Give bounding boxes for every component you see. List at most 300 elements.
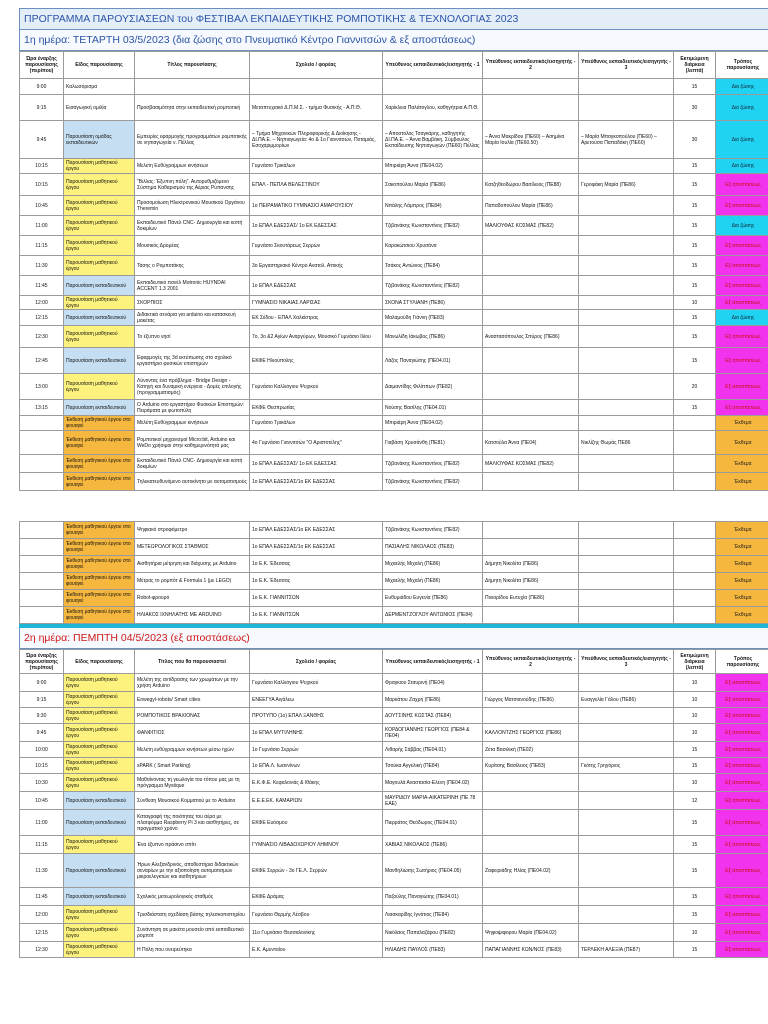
start-time-cell bbox=[20, 556, 64, 573]
teacher-1-cell: Μανθηλιώτης Σωτήριος (ΠΕ04.05) bbox=[383, 854, 483, 888]
start-time-cell bbox=[20, 573, 64, 590]
teacher-3-cell bbox=[579, 674, 674, 692]
duration-cell: 15 bbox=[674, 758, 716, 774]
teacher-1-cell: ΗΛΙΑΔΗΣ ΠΑΥΛΟΣ (ΠΕ83) bbox=[383, 942, 483, 958]
teacher-3-cell bbox=[579, 607, 674, 624]
school-cell: – Τμήμα Μηχανικών Πληροφορικής & Διοίκησης - ΔΙ.ΠΑ.Ε. – Νηπιαγωγεία: 4ο & 1ο Γιαννιτσών, Ποταμιάς, Εσοχαριμμορίων bbox=[250, 121, 383, 159]
start-time-cell bbox=[20, 431, 64, 455]
presentation-title-cell: Καταγραφή της ποιότητας του αέρα με πλατφόρμα Raspberry Pi 3 και αισθητήρες, σε πραγματικό χρόνο bbox=[135, 810, 250, 836]
duration-cell: 15 bbox=[674, 326, 716, 348]
presentation-mode-cell: Εξ αποστάσεως bbox=[716, 854, 768, 888]
teacher-2-cell: Ψηφοψιφορου Μαρία (ΠΕ04.02) bbox=[483, 924, 579, 942]
school-cell: Ε.Κ.Φ.Ε. Κεφαλονιάς & Ιθάκης bbox=[250, 774, 383, 792]
col-duration-header: Εκτιμώμενη διάρκεια (λεπτά) bbox=[674, 52, 716, 79]
presentation-type-cell: Παρουσίαση μαθητικού έργου bbox=[64, 326, 135, 348]
start-time-cell: 9:15 bbox=[20, 95, 64, 121]
teacher-2-cell bbox=[483, 607, 579, 624]
teacher-3-cell bbox=[579, 792, 674, 810]
teacher-2-cell bbox=[483, 95, 579, 121]
col-time-header: Ώρα έναρξης παρουσίασης (περίπου) bbox=[20, 52, 64, 79]
teacher-1-cell: Τζιβανάκης Κωνσταντίνος (ΠΕ82) bbox=[383, 522, 483, 539]
teacher-2-cell bbox=[483, 674, 579, 692]
teacher-1-cell: Μπιριάρη Άννα (ΠΕ04.02) bbox=[383, 159, 483, 174]
presentation-type-cell: Παρουσίαση μαθητικού έργου bbox=[64, 296, 135, 310]
start-time-cell: 11:15 bbox=[20, 836, 64, 854]
start-time-cell: 9:15 bbox=[20, 692, 64, 708]
table-row bbox=[20, 724, 768, 742]
teacher-2-cell bbox=[483, 348, 579, 374]
teacher-3-cell: – Μαρία Μπαγκοπούλου (ΠΕ60) – Αρετούσα Παπαδάκη (ΠΕ60) bbox=[579, 121, 674, 159]
teacher-1-cell: Μπιριάρη Άννα (ΠΕ04.02) bbox=[383, 416, 483, 431]
school-cell: ΕΚΦΕ Ηλιούπολης bbox=[250, 348, 383, 374]
school-cell: Γυμνάσιο Τρικάλων bbox=[250, 159, 383, 174]
col-type-header: Είδος παρουσίασης bbox=[64, 650, 135, 674]
presentation-type-cell: Παρουσίαση εκπαιδευτικού bbox=[64, 400, 135, 416]
presentation-mode-cell: Εξ αποστάσεως bbox=[716, 674, 768, 692]
presentation-title-cell: Μουσικός Δρομέας bbox=[135, 236, 250, 256]
day1-rows bbox=[20, 79, 768, 491]
presentation-title-cell: Μελέτη Ευθύγραμμων κινήσεων bbox=[135, 416, 250, 431]
teacher-1-cell: Νούσης Βασίλης (ΠΕ04.01) bbox=[383, 400, 483, 416]
table-row bbox=[20, 276, 768, 296]
start-time-cell: 11:15 bbox=[20, 236, 64, 256]
presentation-title-cell: Ένα έξυπνο πράσινο σπίτι bbox=[135, 836, 250, 854]
school-cell: 1ο Ε.Κ. ΓΙΑΝΝΙΤΣΩΝ bbox=[250, 590, 383, 607]
school-cell: 1ο Ε.Κ. ΓΙΑΝΝΙΤΣΩΝ bbox=[250, 607, 383, 624]
table-row bbox=[20, 79, 768, 95]
start-time-cell bbox=[20, 455, 64, 473]
presentation-mode-cell: Έκθεμα bbox=[716, 573, 768, 590]
presentation-type-cell: Παρουσίαση εκπαιδευτικού bbox=[64, 348, 135, 374]
presentation-mode-cell: Εξ αποστάσεως bbox=[716, 888, 768, 906]
presentation-type-cell: Παρουσίαση μαθητικού έργου bbox=[64, 174, 135, 196]
school-cell: Γυμνάσιο Καλλιόγιου Ψυχικού bbox=[250, 374, 383, 400]
school-cell: 1ο ΕΠΑΛ ΕΔΕΣΣΑΣ bbox=[250, 276, 383, 296]
start-time-cell: 10:15 bbox=[20, 758, 64, 774]
teacher-2-cell: Κυρίτσης Βασίλειος (ΠΕ83) bbox=[483, 758, 579, 774]
presentation-title-cell: Τηλεκατευθυνόμενο αυτοκίνητο με αυτοματισμούς bbox=[135, 473, 250, 491]
presentation-mode-cell: Δια ζώσης bbox=[716, 121, 768, 159]
teacher-1-cell: Τζιβανάκης Κωνσταντίνος (ΠΕ82) bbox=[383, 473, 483, 491]
presentation-type-cell: Παρουσίαση εκπαιδευτικού bbox=[64, 792, 135, 810]
presentation-mode-cell: Εξ αποστάσεως bbox=[716, 774, 768, 792]
presentation-title-cell: ΣΚΟΡΠΙΟΣ bbox=[135, 296, 250, 310]
duration-cell bbox=[674, 522, 716, 539]
presentation-title-cell: ΜΕΤΕΩΡΟΛΟΓΙΚΟΣ ΣΤΑΘΜΟΣ bbox=[135, 539, 250, 556]
school-cell: ΠΡΟΤΥΠΟ (1ο) ΕΠΑΛ ΞΑΝΘΗΣ bbox=[250, 708, 383, 724]
duration-cell: 15 bbox=[674, 742, 716, 758]
presentation-mode-cell: Δια ζώσης bbox=[716, 310, 768, 326]
teacher-1-cell: Λιθαρής Σάββας (ΠΕ04.01) bbox=[383, 742, 483, 758]
school-cell: 1ο ΕΠΑΛ ΕΔΕΣΣΑΣ/1ο ΕΚ ΕΔΕΣΣΑΣ bbox=[250, 473, 383, 491]
duration-cell: 20 bbox=[674, 374, 716, 400]
teacher-2-cell: Δήμητη Νικολίτα (ΠΕ86) bbox=[483, 556, 579, 573]
presentation-mode-cell: Εξ αποστάσεως bbox=[716, 724, 768, 742]
teacher-2-cell bbox=[483, 159, 579, 174]
document-title: ΠΡΟΓΡΑΜΜΑ ΠΑΡΟΥΣΙΑΣΕΩΝ του ΦΕΣΤΙΒΑΛ ΕΚΠΑΙΔΕΥΤΙΚΗΣ ΡΟΜΠΟΤΙΚΗΣ & ΤΕΧΝΟΛΟΓΙΑΣ 2023 bbox=[19, 8, 768, 30]
teacher-3-cell bbox=[579, 296, 674, 310]
start-time-cell: 11:45 bbox=[20, 276, 64, 296]
school-cell: 1ο Ε.Κ. Έδεσσας bbox=[250, 556, 383, 573]
presentation-type-cell: Παρουσίαση εκπαιδευτικού bbox=[64, 310, 135, 326]
duration-cell bbox=[674, 473, 716, 491]
presentation-type-cell: Παρουσίαση μαθητικού έργου bbox=[64, 674, 135, 692]
col-person2-header: Υπεύθυνος εκπαιδευτικός/εισηγητής - 2 bbox=[483, 52, 579, 79]
presentation-type-cell: Παρουσίαση εκπαιδευτικού bbox=[64, 888, 135, 906]
presentation-mode-cell: Εξ αποστάσεως bbox=[716, 326, 768, 348]
start-time-cell: 10:15 bbox=[20, 174, 64, 196]
teacher-1-cell: ΔΕΡΜΕΝΤΖΟΓΛΟΥ ΑΝΤΩΝΙΟΣ (ΠΕ84) bbox=[383, 607, 483, 624]
teacher-3-cell bbox=[579, 416, 674, 431]
presentation-title-cell: ΡΟΜΠΟΤΙΚΟΣ ΒΡΑΧΙΟΝΑΣ bbox=[135, 708, 250, 724]
schedule-document bbox=[19, 8, 768, 958]
teacher-1-cell: Παζούλης Παναγιώτης (ΠΕ04.01) bbox=[383, 888, 483, 906]
school-cell: ΕΚ Σιίδου - ΕΠΑΛ Χαλκίστρας bbox=[250, 310, 383, 326]
duration-cell bbox=[674, 573, 716, 590]
table-row bbox=[20, 556, 768, 573]
duration-cell: 10 bbox=[674, 674, 716, 692]
teacher-1-cell: – Αποστολος Τσαγκάρης, καθηγητής ΔΙ.ΠΑ.Ε. – Άννα Βαμβάκη, Σύμβουλος Εκπαίδευσης Νηπιαγωγών (ΠΕ60) Πέλλας bbox=[383, 121, 483, 159]
presentation-mode-cell: Εξ αποστάσεως bbox=[716, 348, 768, 374]
col-mode-header: Τρόπος παρουσίασης bbox=[716, 650, 768, 674]
duration-cell: 15 bbox=[674, 310, 716, 326]
table-row bbox=[20, 758, 768, 774]
teacher-2-cell bbox=[483, 888, 579, 906]
start-time-cell: 13:00 bbox=[20, 374, 64, 400]
table-row bbox=[20, 159, 768, 174]
teacher-2-cell: ΜΑΛΙΟΥΦΑΣ ΚΟΣΜΑΣ (ΠΕ82) bbox=[483, 216, 579, 236]
presentation-type-cell: Παρουσίαση ομάδας εκπαιδευτικών bbox=[64, 121, 135, 159]
presentation-mode-cell: Έκθεμα bbox=[716, 556, 768, 573]
teacher-2-cell bbox=[483, 256, 579, 276]
presentation-type-cell: Έκθεση μαθητικού έργου στο φουαγιέ bbox=[64, 573, 135, 590]
duration-cell bbox=[674, 607, 716, 624]
school-cell: 1ο ΕΠΑΛ ΜΥΤΙΛΗΝΗΣ bbox=[250, 724, 383, 742]
duration-cell: 15 bbox=[674, 236, 716, 256]
duration-cell: 15 bbox=[674, 836, 716, 854]
teacher-3-cell bbox=[579, 539, 674, 556]
presentation-type-cell: Εισαγωγική ομιλία bbox=[64, 95, 135, 121]
duration-cell: 15 bbox=[674, 854, 716, 888]
presentation-mode-cell: Έκθεμα bbox=[716, 416, 768, 431]
day1-title: 1η ημέρα: ΤΕΤΑΡΤΗ 03/5/2023 (δια ζώσης στο Πνευματικό Κέντρο Γιαννιτσών & εξ αποστάσεως) bbox=[19, 30, 768, 51]
presentation-mode-cell: Εξ αποστάσεως bbox=[716, 708, 768, 724]
start-time-cell: 9:00 bbox=[20, 674, 64, 692]
table-row bbox=[20, 792, 768, 810]
teacher-3-cell bbox=[579, 724, 674, 742]
teacher-2-cell bbox=[483, 276, 579, 296]
teacher-3-cell bbox=[579, 888, 674, 906]
presentation-title-cell: Μαθαίνοντας τη γεωλογία του τόπου μας με τη πρόγραμμα Mystique bbox=[135, 774, 250, 792]
duration-cell: 30 bbox=[674, 121, 716, 159]
teacher-2-cell: Παπαδοπούλου Μαρία (ΠΕ86) bbox=[483, 196, 579, 216]
duration-cell: 10 bbox=[674, 774, 716, 792]
table-row bbox=[20, 256, 768, 276]
col-title-header: Τίτλος παρουσίασης bbox=[135, 52, 250, 79]
table-row bbox=[20, 573, 768, 590]
presentation-mode-cell: Εξ αποστάσεως bbox=[716, 276, 768, 296]
duration-cell: 15 bbox=[674, 79, 716, 95]
teacher-1-cell: Μιχαελής Μιχαλή (ΠΕ86) bbox=[383, 573, 483, 590]
presentation-title-cell: Μελέτη της αντίδρασης των χρωμάτων με την χρήση Arduino bbox=[135, 674, 250, 692]
presentation-type-cell: Έκθεση μαθητικού έργου στο φουαγιέ bbox=[64, 522, 135, 539]
presentation-title-cell: Σχολικός μετεωρολογικός σταθμός bbox=[135, 888, 250, 906]
presentation-type-cell: Έκθεση μαθητικού έργου στο φουαγιέ bbox=[64, 431, 135, 455]
table-row bbox=[20, 455, 768, 473]
teacher-1-cell: Τζιβανάκης Κωνσταντίνος (ΠΕ82) bbox=[383, 276, 483, 296]
teacher-2-cell: – Άννα Μακρίδου (ΠΕ60) – Ασημίνα Μαρία Ιουλία (ΠΕ60.50) bbox=[483, 121, 579, 159]
presentation-title-cell: Μέτρας το ρομπότ & Formula 1 (με LEGO) bbox=[135, 573, 250, 590]
presentation-mode-cell: Δια ζώσης bbox=[716, 79, 768, 95]
col-person2-header: Υπεύθυνος εκπαιδευτικός/εισηγητής - 2 bbox=[483, 650, 579, 674]
duration-cell: 15 bbox=[674, 906, 716, 924]
teacher-3-cell bbox=[579, 708, 674, 724]
presentation-title-cell: Εμπειρίες εφαρμογής προγραμμάτων ρομποτικής σε νηπιαγωγεία ν. Πέλλας bbox=[135, 121, 250, 159]
duration-cell: 15 bbox=[674, 174, 716, 196]
teacher-2-cell bbox=[483, 906, 579, 924]
teacher-3-cell bbox=[579, 906, 674, 924]
school-cell: 1ο ΕΠΑ.Λ. Ιωαννίνων bbox=[250, 758, 383, 774]
duration-cell: 15 bbox=[674, 942, 716, 958]
duration-cell: 15 bbox=[674, 256, 716, 276]
start-time-cell: 9:45 bbox=[20, 121, 64, 159]
teacher-3-cell: Ευαγγελία Γάλου (ΠΕ86) bbox=[579, 692, 674, 708]
teacher-2-cell: Ζαφειριάδης Ηλίας (ΠΕ04.02) bbox=[483, 854, 579, 888]
table-row bbox=[20, 310, 768, 326]
teacher-3-cell bbox=[579, 742, 674, 758]
start-time-cell: 10:45 bbox=[20, 196, 64, 216]
teacher-1-cell: Λιασκαρίδης Ιγνάτιος (ΠΕ84) bbox=[383, 906, 483, 924]
school-cell: 3ο Εργαστηριακό Κέντρο Ανατολ. Αττικής bbox=[250, 256, 383, 276]
start-time-cell bbox=[20, 590, 64, 607]
start-time-cell: 11:30 bbox=[20, 256, 64, 276]
presentation-mode-cell: Εξ αποστάσεως bbox=[716, 196, 768, 216]
table-row bbox=[20, 674, 768, 692]
teacher-1-cell: Τζιβανάκης Κωνσταντίνος (ΠΕ82) bbox=[383, 455, 483, 473]
teacher-1-cell: Μιχαελής Μιχαλή (ΠΕ86) bbox=[383, 556, 483, 573]
table-row bbox=[20, 431, 768, 455]
start-time-cell: 12:15 bbox=[20, 924, 64, 942]
exhibit-rows bbox=[20, 522, 768, 624]
col-time-header: Ώρα έναρξης παρουσίασης (περίπου) bbox=[20, 650, 64, 674]
teacher-2-cell bbox=[483, 836, 579, 854]
presentation-title-cell: Μελέτη ευθύγραμμων κινήσεων μέσω ηχών bbox=[135, 742, 250, 758]
start-time-cell: 12:30 bbox=[20, 326, 64, 348]
teacher-1-cell: ΚΟΡΔΟΓΙΑΝΝΗΣ ΓΕΩΡΓΙΟΣ (ΠΕ84 & ΠΕ04) bbox=[383, 724, 483, 742]
teacher-3-cell bbox=[579, 79, 674, 95]
presentation-mode-cell: Εξ αποστάσεως bbox=[716, 692, 768, 708]
presentation-title-cell: Ψηφιακό στροφόμετρο bbox=[135, 522, 250, 539]
table-row bbox=[20, 326, 768, 348]
teacher-3-cell bbox=[579, 573, 674, 590]
presentation-mode-cell: Έκθεμα bbox=[716, 590, 768, 607]
table-row bbox=[20, 95, 768, 121]
table-row bbox=[20, 473, 768, 491]
presentation-mode-cell: Εξ αποστάσεως bbox=[716, 792, 768, 810]
presentation-title-cell: Το έξυπνο νησί bbox=[135, 326, 250, 348]
teacher-3-cell bbox=[579, 455, 674, 473]
duration-cell: 30 bbox=[674, 95, 716, 121]
teacher-2-cell bbox=[483, 310, 579, 326]
teacher-2-cell: Πινιορίδου Ευτυχία (ΠΕ86) bbox=[483, 590, 579, 607]
duration-cell bbox=[674, 455, 716, 473]
teacher-1-cell: Νικόλαος Παπαλαζάρου (ΠΕ82) bbox=[383, 924, 483, 942]
duration-cell bbox=[674, 416, 716, 431]
presentation-type-cell: Παρουσίαση μαθητικού έργου bbox=[64, 159, 135, 174]
start-time-cell bbox=[20, 473, 64, 491]
start-time-cell: 11:30 bbox=[20, 854, 64, 888]
school-cell bbox=[250, 79, 383, 95]
school-cell: Μεταπτυχιακό Δ.Π.Μ.Σ. - τμήμα Φυσικής - Α.Π.Θ. bbox=[250, 95, 383, 121]
table-row bbox=[20, 121, 768, 159]
start-time-cell: 9:00 bbox=[20, 79, 64, 95]
teacher-2-cell bbox=[483, 708, 579, 724]
start-time-cell: 9:30 bbox=[20, 708, 64, 724]
school-cell: 7ο, 3ο &2 Αγίων Αναργύρων, Μουσικό Γυμνάσιο Ιλίου bbox=[250, 326, 383, 348]
presentation-type-cell: Παρουσίαση μαθητικού έργου bbox=[64, 774, 135, 792]
school-cell: ΕΝΕΕΓΥΑ Αιγάλεω bbox=[250, 692, 383, 708]
presentation-title-cell: Ο Arduino στο εργαστήριο Φυσικών Επιστημών: Πειράματα με φωτοπύλη bbox=[135, 400, 250, 416]
teacher-2-cell: ΚΑΛΛΟΝΤΖΗΣ ΓΕΩΡΓΙΟΣ (ΠΕ86) bbox=[483, 724, 579, 742]
teacher-2-cell bbox=[483, 473, 579, 491]
duration-cell bbox=[674, 556, 716, 573]
school-cell: 11ο Γυμνάσιο Θεσσαλονίκης bbox=[250, 924, 383, 942]
teacher-1-cell: ΠΑΣΙΑΛΗΣ ΝΙΚΟΛΑΟΣ (ΠΕ83) bbox=[383, 539, 483, 556]
teacher-3-cell bbox=[579, 924, 674, 942]
teacher-2-cell bbox=[483, 810, 579, 836]
duration-cell: 15 bbox=[674, 810, 716, 836]
teacher-1-cell: ΣΚΟΝΑ ΣΤΥΛΙΑΝΗ (ΠΕ86) bbox=[383, 296, 483, 310]
presentation-type-cell: Παρουσίαση μαθητικού έργου bbox=[64, 836, 135, 854]
presentation-mode-cell: Εξ αποστάσεως bbox=[716, 256, 768, 276]
duration-cell bbox=[674, 431, 716, 455]
presentation-type-cell: Έκθεση μαθητικού έργου στο φουαγιέ bbox=[64, 455, 135, 473]
teacher-3-cell bbox=[579, 522, 674, 539]
presentation-mode-cell: Εξ αποστάσεως bbox=[716, 810, 768, 836]
presentation-title-cell: Η Πόλη που ονειρεύτηκα bbox=[135, 942, 250, 958]
presentation-mode-cell: Εξ αποστάσεως bbox=[716, 742, 768, 758]
presentation-type-cell: Παρουσίαση μαθητικού έργου bbox=[64, 256, 135, 276]
start-time-cell: 12:00 bbox=[20, 296, 64, 310]
duration-cell: 12 bbox=[674, 792, 716, 810]
presentation-mode-cell: Έκθεμα bbox=[716, 473, 768, 491]
presentation-title-cell: Μελέτη Ευθύγραμμων κινήσεων bbox=[135, 159, 250, 174]
teacher-1-cell: Νπάλης Λάμπρος (ΠΕ84) bbox=[383, 196, 483, 216]
teacher-1-cell: Μαγουλά Αναστασία-Ελένη (ΠΕ04.02) bbox=[383, 774, 483, 792]
presentation-type-cell: Έκθεση μαθητικού έργου στο φουαγιέ bbox=[64, 590, 135, 607]
teacher-3-cell bbox=[579, 810, 674, 836]
day2-title: 2η ημέρα: ΠΕΜΠΤΗ 04/5/2023 (εξ αποστάσεως) bbox=[19, 628, 768, 649]
teacher-3-cell bbox=[579, 256, 674, 276]
start-time-cell: 10:30 bbox=[20, 774, 64, 792]
school-cell: 1ο ΕΠΑΛ ΕΔΕΣΣΑΣ/1ο ΕΚ ΕΔΕΣΣΑΣ bbox=[250, 522, 383, 539]
presentation-title-cell: sPARK ( Smart Parking) bbox=[135, 758, 250, 774]
teacher-3-cell bbox=[579, 196, 674, 216]
school-cell: Ε.Κ. Αμυνταίου bbox=[250, 942, 383, 958]
presentation-title-cell: Διδακτικά σενάρια για arduino και κατασκευή μακέτας bbox=[135, 310, 250, 326]
presentation-title-cell: Εκπαιδευτικό πανέλ Μotronic HUYNDAI ACCENT 1.3 2001 bbox=[135, 276, 250, 296]
school-cell: Γυμνάσιο Καλλιόγιου Ψυχικού bbox=[250, 674, 383, 692]
school-cell: ΕΚΦΕ Σερρών - 3ο ΓΕ.Λ. Σερρών bbox=[250, 854, 383, 888]
teacher-1-cell: Τσάκος Αντώνιος (ΠΕ84) bbox=[383, 256, 483, 276]
duration-cell: 15 bbox=[674, 159, 716, 174]
table-row bbox=[20, 836, 768, 854]
presentation-type-cell: Έκθεση μαθητικού έργου στο φουαγιέ bbox=[64, 539, 135, 556]
teacher-3-cell bbox=[579, 326, 674, 348]
presentation-title-cell: Λύνοντας ένα πρόβλημα - Bridge Design - Κατηγή και δυναμική ενέργεια - Δομές επιλογής (προγραμματισμός) bbox=[135, 374, 250, 400]
presentation-title-cell: Σύνθεση Μουσικού Κομματιού με το Arduino bbox=[135, 792, 250, 810]
school-cell: 1ο ΠΕΙΡΑΜΑΤΙΚΟ ΓΥΜΝΑΣΙΟ ΑΜΑΡΟΥΣΙΟΥ bbox=[250, 196, 383, 216]
presentation-title-cell: Εφαρμογές της 3d εκτύπωσης στο σχολικό εργαστήριο φυσικών επιστημών bbox=[135, 348, 250, 374]
teacher-1-cell: Λάζος Παναγιώτης (ΠΕ04.01) bbox=[383, 348, 483, 374]
table-row bbox=[20, 810, 768, 836]
table-row bbox=[20, 742, 768, 758]
presentation-mode-cell: Εξ αποστάσεως bbox=[716, 758, 768, 774]
teacher-3-cell bbox=[579, 310, 674, 326]
teacher-1-cell: Τσούκα Αγγελική (ΠΕ84) bbox=[383, 758, 483, 774]
presentation-type-cell: Παρουσίαση μαθητικού έργου bbox=[64, 942, 135, 958]
start-time-cell: 13:15 bbox=[20, 400, 64, 416]
teacher-1-cell: Μανωλίδη Ιάκωβος (ΠΕ86) bbox=[383, 326, 483, 348]
presentation-type-cell: Έκθεση μαθητικού έργου στο φουαγιέ bbox=[64, 416, 135, 431]
duration-cell: 15 bbox=[674, 276, 716, 296]
teacher-3-cell bbox=[579, 473, 674, 491]
presentation-title-cell: "Βιλλας: Έξυπνη πόλη". Αυτορυθμιζόμενο Σύστημα Καθαρισμού της Αέριας Ρύπανσης bbox=[135, 174, 250, 196]
presentation-mode-cell: Εξ αποστάσεως bbox=[716, 236, 768, 256]
teacher-3-cell bbox=[579, 216, 674, 236]
day1-table bbox=[19, 51, 768, 491]
presentation-title-cell: Εκπαιδευτικό Πάνελ CNC- Δημιουργία και κοπή δοκιμίων bbox=[135, 455, 250, 473]
start-time-cell bbox=[20, 522, 64, 539]
presentation-type-cell: Παρουσίαση μαθητικού έργου bbox=[64, 924, 135, 942]
table-row bbox=[20, 416, 768, 431]
teacher-3-cell bbox=[579, 159, 674, 174]
teacher-3-cell bbox=[579, 556, 674, 573]
start-time-cell: 12:30 bbox=[20, 942, 64, 958]
school-cell: 1ο ΕΠΑΛ ΕΔΕΣΣΑΣ/ 1ο ΕΚ ΕΔΕΣΣΑΣ bbox=[250, 216, 383, 236]
table-row bbox=[20, 692, 768, 708]
presentation-type-cell: Έκθεση μαθητικού έργου στο φουαγιέ bbox=[64, 556, 135, 573]
start-time-cell bbox=[20, 416, 64, 431]
exhibit-table bbox=[19, 521, 768, 624]
presentation-mode-cell: Εξ αποστάσεως bbox=[716, 296, 768, 310]
table-row bbox=[20, 216, 768, 236]
col-person3-header: Υπεύθυνος εκπαιδευτικός/εισηγητής - 3 bbox=[579, 650, 674, 674]
presentation-mode-cell: Εξ αποστάσεως bbox=[716, 906, 768, 924]
teacher-2-cell bbox=[483, 79, 579, 95]
presentation-mode-cell: Δια ζώσης bbox=[716, 95, 768, 121]
teacher-2-cell bbox=[483, 774, 579, 792]
presentation-title-cell bbox=[135, 79, 250, 95]
presentation-title-cell: Enwegyl-robots/ Smart cities bbox=[135, 692, 250, 708]
col-duration-header: Εκτιμώμενη διάρκεια (λεπτά) bbox=[674, 650, 716, 674]
presentation-title-cell: ΗΛΙΑΚΟΣ ΙΧΝΗΛΑΤΗΣ ΜΕ ARDUINO bbox=[135, 607, 250, 624]
teacher-2-cell: Ζέτα Βασιλική (ΠΕ02) bbox=[483, 742, 579, 758]
school-cell: 1ο ΕΠΑΛ ΕΔΕΣΣΑΣ/ 1ο ΕΚ ΕΔΕΣΣΑΣ bbox=[250, 455, 383, 473]
duration-cell bbox=[674, 590, 716, 607]
teacher-3-cell: Γκότης Γρηγόριος bbox=[579, 758, 674, 774]
teacher-1-cell: Χαρίκλεια Παλάτογλου, καθηγήτρια Α.Π.Θ. bbox=[383, 95, 483, 121]
duration-cell: 10 bbox=[674, 924, 716, 942]
teacher-2-cell: ΜΑΛΙΟΥΦΑΣ ΚΟΣΜΑΣ (ΠΕ82) bbox=[483, 455, 579, 473]
presentation-title-cell: ΦΑΝΦΙΤΙΟΣ bbox=[135, 724, 250, 742]
school-cell: ΕΚΦΕ Θεσπρωτίας bbox=[250, 400, 383, 416]
presentation-mode-cell: Έκθεμα bbox=[716, 539, 768, 556]
table-row bbox=[20, 590, 768, 607]
presentation-mode-cell: Δια ζώσης bbox=[716, 159, 768, 174]
presentation-title-cell: Συνάντηση σε μακέτα μουσείο από εκπαιδευτικό ρομπότ bbox=[135, 924, 250, 942]
teacher-2-cell: ΠΑΠΑΓΙΑΝΝΗΣ ΚΩΝ/ΝΟΣ (ΠΕ83) bbox=[483, 942, 579, 958]
